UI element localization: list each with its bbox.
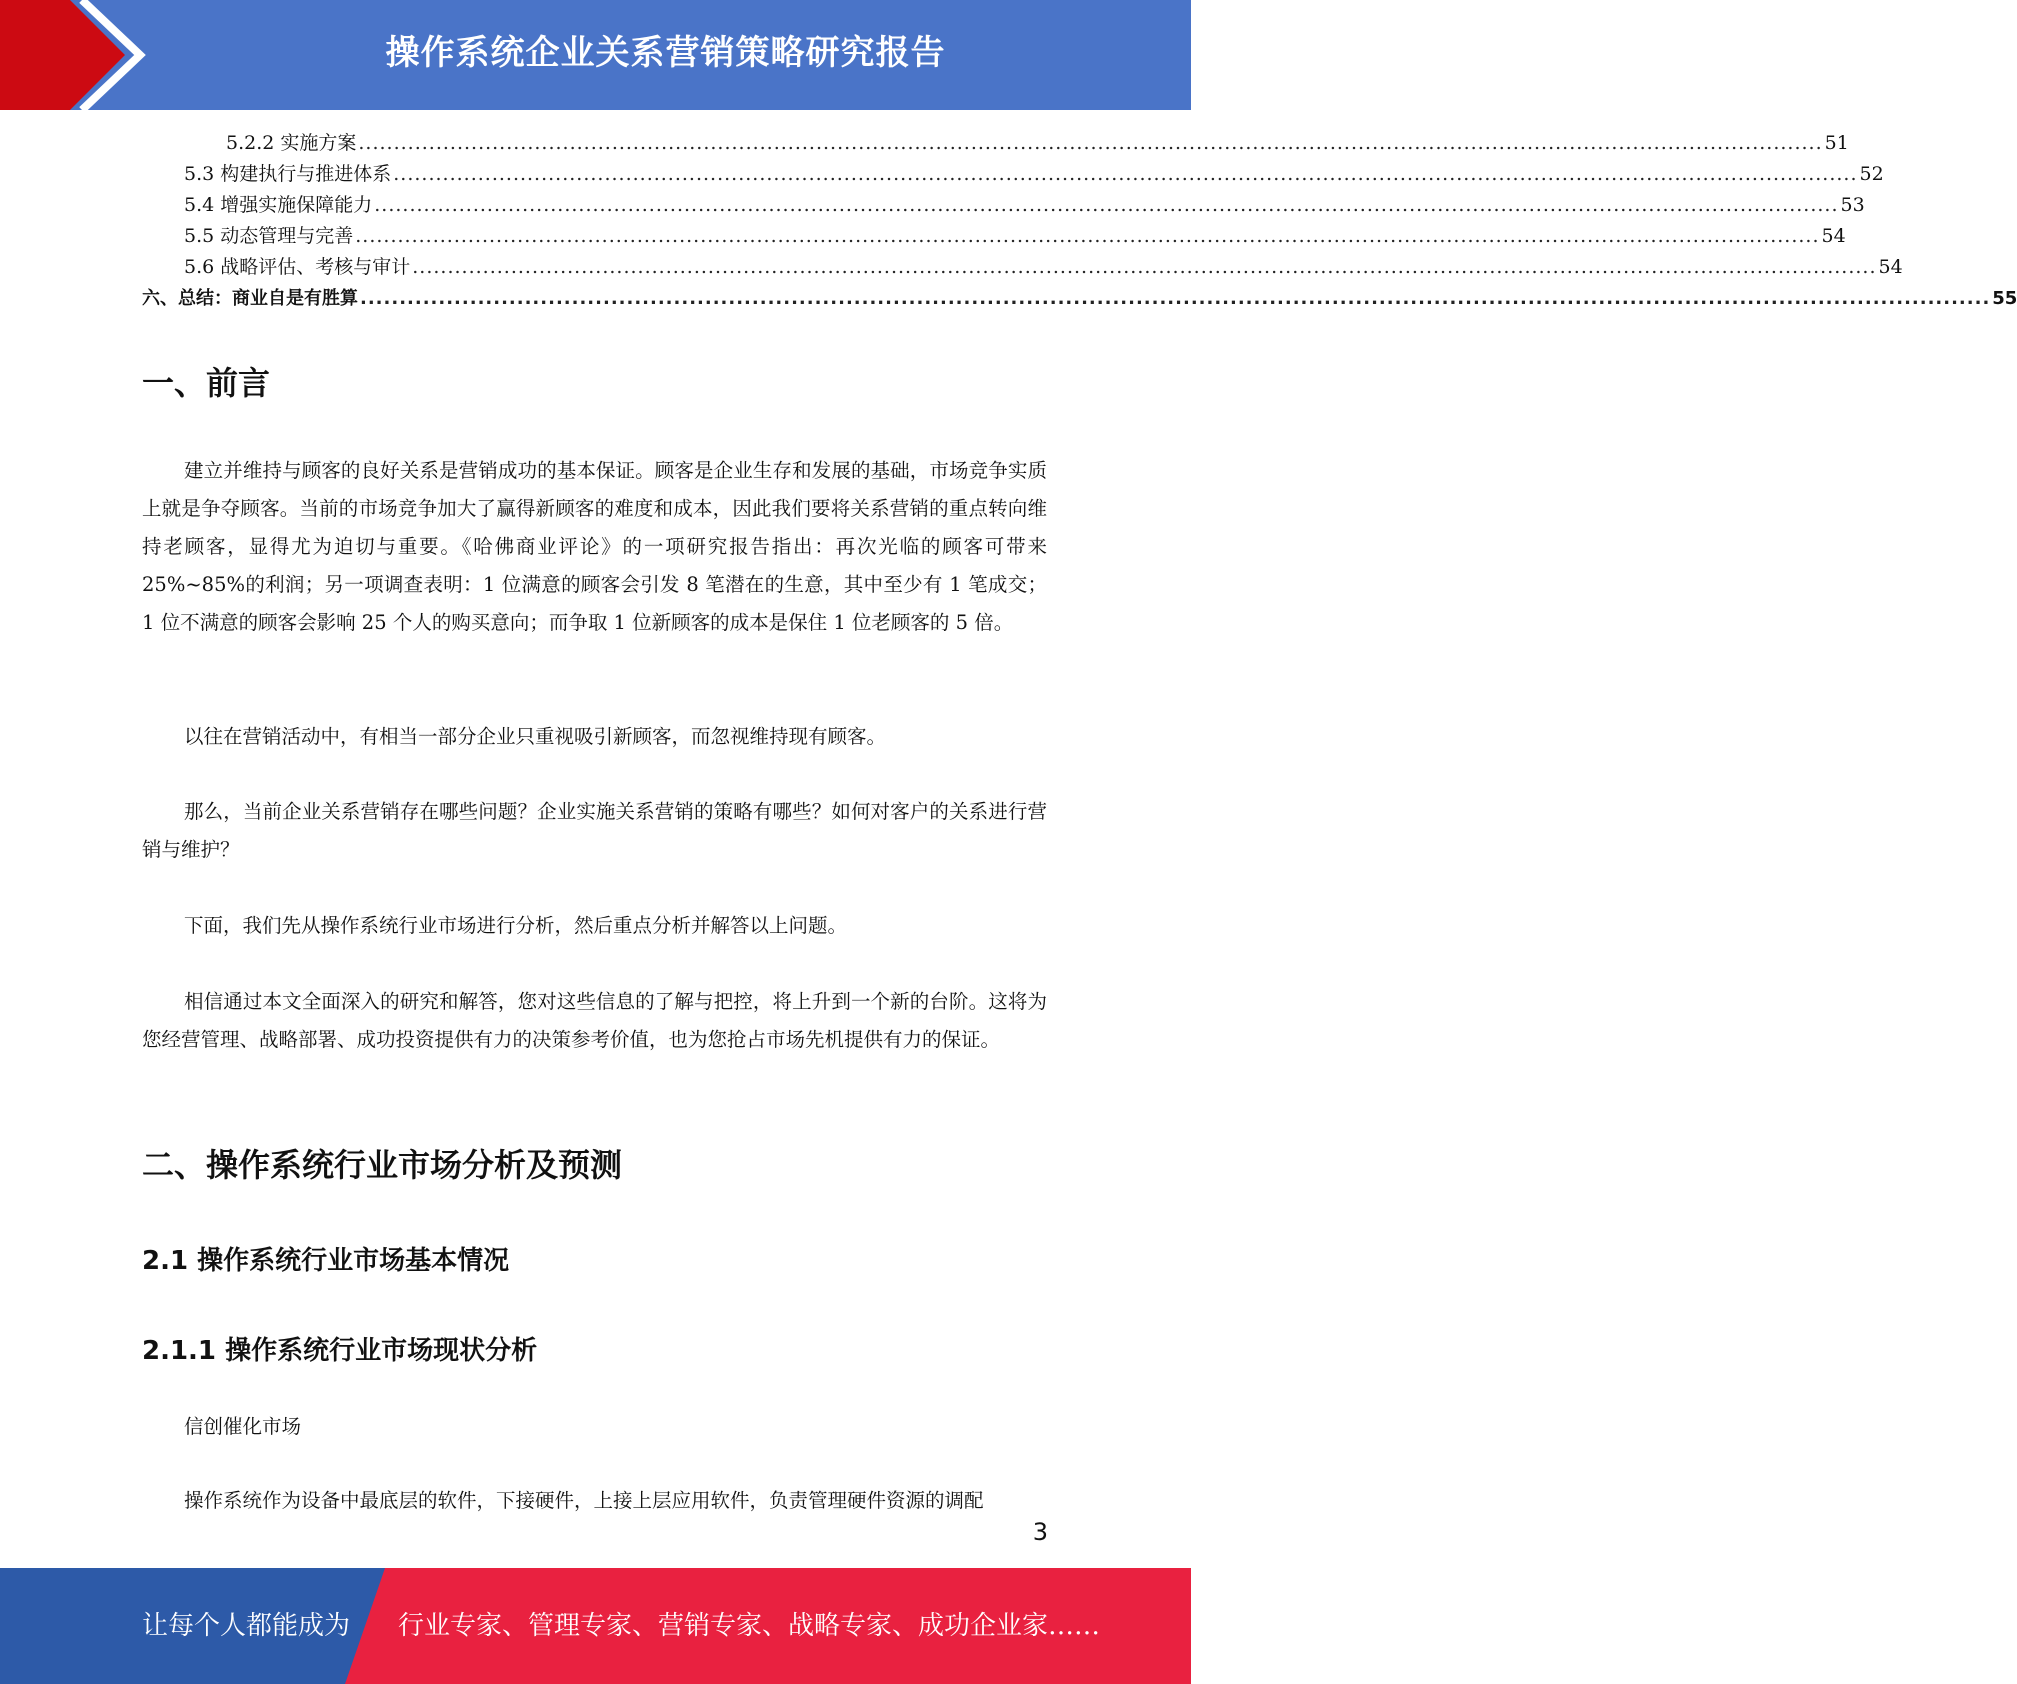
toc-entry-label: 5.5 动态管理与完善	[184, 221, 355, 252]
header-banner	[0, 0, 1191, 110]
body-paragraph: 相信通过本文全面深入的研究和解答，您对这些信息的了解与把控，将上升到一个新的台阶。这将为您经营管理、战略部署、成功投资提供有力的决策参考价值，也为您抢占市场先机提供有力的保证。	[142, 990, 1047, 1051]
body-paragraph: 以往在营销活动中，有相当一部分企业只重视吸引新顾客，而忽视维持现有顾客。	[184, 725, 887, 748]
toc-entry[interactable]	[142, 283, 2017, 314]
table-of-contents	[142, 128, 2017, 314]
toc-leader-dots: ................................................................................................................................................................................................................	[393, 163, 1858, 185]
subsection-heading: 2.1 操作系统行业市场基本情况	[142, 1246, 510, 1276]
toc-entry-label: 5.6 战略评估、考核与审计	[184, 252, 412, 283]
toc-entry-page: 54	[1878, 256, 1903, 278]
body-paragraph: 下面，我们先从操作系统行业市场进行分析，然后重点分析并解答以上问题。	[184, 914, 848, 937]
toc-entry-page: 54	[1821, 225, 1846, 247]
section-heading-preface: 一、前言	[142, 364, 271, 402]
toc-entry-page: 55	[1992, 288, 2017, 309]
page-number: 3	[1032, 1518, 1048, 1546]
footer-slogan-right: 行业专家、管理专家、营销专家、战略专家、成功企业家……	[398, 1611, 1101, 1641]
toc-leader-dots: ................................................................................................................................................................................................................	[358, 132, 1823, 154]
toc-leader-dots: ................................................................................................................................................................................................................	[412, 256, 1877, 278]
toc-leader-dots: ................................................................................................................................................................................................................	[374, 194, 1839, 216]
toc-entry[interactable]	[142, 159, 1884, 190]
toc-entry[interactable]	[142, 252, 1903, 283]
toc-entry[interactable]	[142, 190, 1865, 221]
toc-entry[interactable]	[142, 128, 1849, 159]
report-title: 操作系统企业关系营销策略研究报告	[385, 33, 946, 73]
toc-leader-dots: ................................................................................................................................................................................................................	[355, 225, 1820, 247]
body-paragraph: 信创催化市场	[184, 1415, 302, 1438]
subsubsection-heading: 2.1.1 操作系统行业市场现状分析	[142, 1336, 538, 1366]
toc-entry[interactable]	[142, 221, 1846, 252]
toc-entry-label: 5.4 增强实施保障能力	[184, 190, 374, 221]
toc-leader-dots: ................................................................................................................................................................................................................	[360, 288, 1991, 309]
footer-slogan-left: 让每个人都能成为	[142, 1611, 351, 1641]
toc-entry-page: 52	[1859, 163, 1884, 185]
toc-entry-page: 53	[1840, 194, 1865, 216]
toc-entry-page: 51	[1824, 132, 1849, 154]
section-heading-market-analysis: 二、操作系统行业市场分析及预测	[142, 1146, 623, 1184]
body-paragraph: 建立并维持与顾客的良好关系是营销成功的基本保证。顾客是企业生存和发展的基础，市场竞争实质上就是争夺顾客。当前的市场竞争加大了赢得新顾客的难度和成本，因此我们要将关系营销的重点转向维持老顾客，显得尤为迫切与重要。《哈佛商业评论》的一项研究报告指出：再次光临的顾客可带来 25%~85%的利润；另一项调查表明：1 位满意的顾客会引发 8 笔潜在的生意，其中至少有 1 笔成交；1 位不满意的顾客会影响 25 个人的购买意向；而争取 1 位新顾客的成本是保住 1 位老顾客的 5 倍。	[142, 459, 1047, 634]
footer-banner	[0, 1568, 1191, 1684]
body-paragraph: 操作系统作为设备中最底层的软件，下接硬件，上接上层应用软件，负责管理硬件资源的调配	[184, 1489, 984, 1512]
toc-entry-label: 5.2.2 实施方案	[226, 128, 358, 159]
body-paragraph: 那么，当前企业关系营销存在哪些问题？企业实施关系营销的策略有哪些？如何对客户的关系进行营销与维护？	[142, 800, 1047, 861]
toc-entry-label: 六、总结：商业自是有胜算	[142, 283, 360, 314]
toc-entry-label: 5.3 构建执行与推进体系	[184, 159, 393, 190]
